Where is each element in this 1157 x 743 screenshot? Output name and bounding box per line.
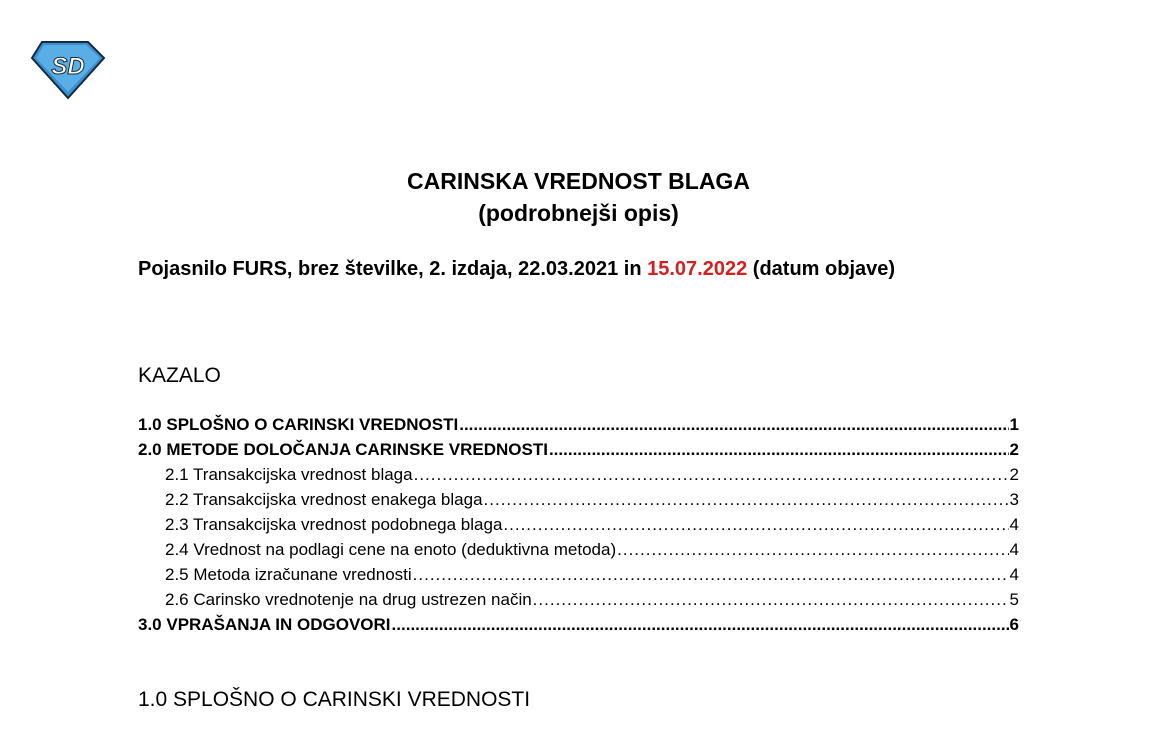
toc-entry-page: 1 bbox=[1009, 415, 1019, 434]
toc-entry-label: 2.2 Transakcijska vrednost enakega blaga bbox=[165, 490, 483, 509]
toc-entry-label: 2.3 Transakcijska vrednost podobnega blaga bbox=[165, 515, 503, 534]
toc-dot-leader bbox=[617, 537, 1008, 562]
table-of-contents bbox=[138, 412, 1019, 637]
toc-entry-label: 2.5 Metoda izračunane vrednosti bbox=[165, 565, 412, 584]
logo-lettering: SD bbox=[51, 53, 85, 80]
toc-entry-page: 4 bbox=[1009, 540, 1019, 559]
info-prefix: Pojasnilo FURS, brez številke, 2. izdaja, 22.03.2021 in bbox=[138, 258, 642, 280]
toc-entry[interactable] bbox=[138, 562, 1019, 587]
toc-entry-label: 2.4 Vrednost na podlagi cene na enoto (deduktivna metoda) bbox=[165, 540, 617, 559]
toc-dot-leader bbox=[533, 587, 1009, 612]
toc-dot-leader bbox=[459, 412, 1008, 437]
toc-dot-leader bbox=[414, 462, 1009, 487]
toc-entry-page: 5 bbox=[1009, 590, 1019, 609]
toc-entry-label: 1.0 SPLOŠNO O CARINSKI VREDNOSTI bbox=[138, 415, 459, 434]
toc-entry-page: 6 bbox=[1009, 615, 1019, 634]
toc-entry-label: 3.0 VPRAŠANJA IN ODGOVORI bbox=[138, 615, 391, 634]
sd-logo bbox=[30, 40, 106, 100]
diamond-logo-icon bbox=[30, 40, 106, 100]
document-info bbox=[138, 255, 1018, 283]
toc-dot-leader bbox=[392, 612, 1009, 637]
toc-entry-page: 4 bbox=[1009, 515, 1019, 534]
toc-entry[interactable] bbox=[138, 537, 1019, 562]
toc-entry[interactable] bbox=[138, 437, 1019, 462]
toc-entry-page: 2 bbox=[1009, 465, 1019, 484]
toc-heading: KAZALO bbox=[138, 364, 221, 387]
toc-entry[interactable] bbox=[138, 412, 1019, 437]
toc-dot-leader bbox=[503, 512, 1008, 537]
toc-entry[interactable] bbox=[138, 612, 1019, 637]
toc-entry-page: 3 bbox=[1009, 490, 1019, 509]
toc-entry-label: 2.1 Transakcijska vrednost blaga bbox=[165, 465, 413, 484]
toc-entry-label: 2.0 METODE DOLOČANJA CARINSKE VREDNOSTI bbox=[138, 440, 548, 459]
toc-entry-label: 2.6 Carinsko vrednotenje na drug ustrezen način bbox=[165, 590, 532, 609]
toc-dot-leader bbox=[413, 562, 1009, 587]
info-date-highlight: 15.07.2022 bbox=[647, 258, 748, 280]
toc-entry-page: 2 bbox=[1009, 440, 1019, 459]
toc-dot-leader bbox=[484, 487, 1009, 512]
toc-entry[interactable] bbox=[138, 512, 1019, 537]
document-title: CARINSKA VREDNOST BLAGA bbox=[407, 168, 750, 194]
info-suffix: (datum objave) bbox=[752, 258, 896, 280]
toc-entry[interactable] bbox=[138, 487, 1019, 512]
toc-entry[interactable] bbox=[138, 462, 1019, 487]
toc-entry[interactable] bbox=[138, 587, 1019, 612]
section-heading: 1.0 SPLOŠNO O CARINSKI VREDNOSTI bbox=[138, 688, 531, 711]
toc-dot-leader bbox=[549, 437, 1009, 462]
document-subtitle: (podrobnejši opis) bbox=[478, 200, 679, 226]
toc-entry-page: 4 bbox=[1009, 565, 1019, 584]
